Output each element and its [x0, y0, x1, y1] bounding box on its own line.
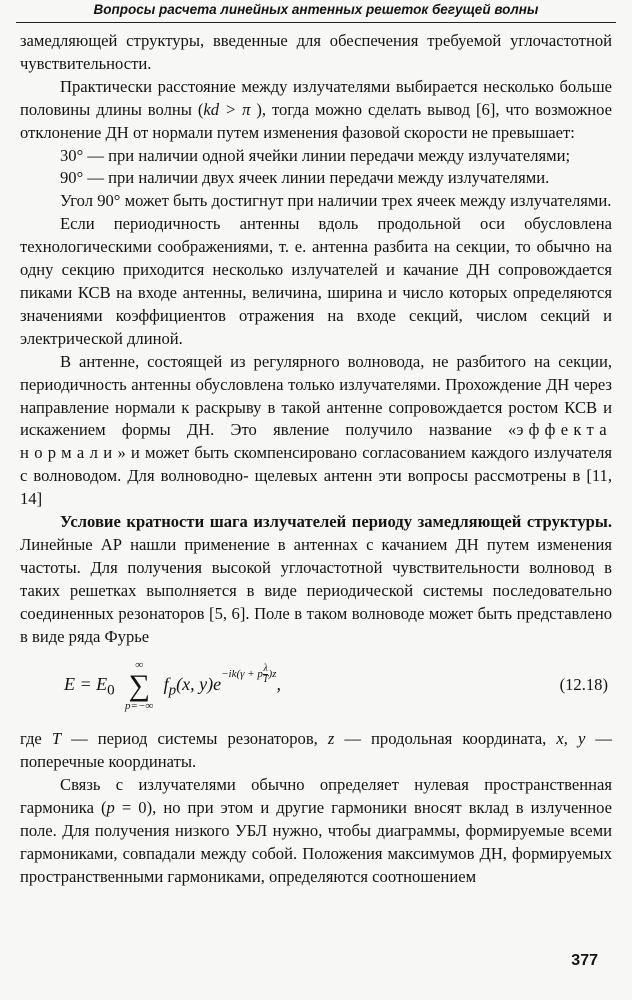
equation-formula: $E = E_0$ ∞ ∑ p=−∞ $f_p(x$, $y)e^{-ik(\gamma + p \frac{\lambda}{T} )z}$,: [64, 659, 281, 713]
section-heading: Условие кратности шага излучателей периоду замедляющей структуры.: [60, 512, 612, 532]
page-number: 377: [571, 952, 598, 969]
equation-12-18: [20, 650, 612, 724]
paragraph: Условие кратности шага излучателей периоду замедляющей структуры. Линейные АР нашли применение в антеннах с качанием ДН путем изменения частоты. Для получения высокой углочастотной чувствительности волновод в таких решетках выполняется в виде периодической системы последовательно соединенных резонаторов [5, 6]. Поле в таком волноводе может быть представлено в виде ряда Фурье: [20, 512, 612, 646]
body-text: [20, 30, 612, 889]
paragraph: В антенне, состоящей из регулярного волновода, не разбитого на секции, периодичность антенны обусловлена только излучателями. Прохождение ДН через направление нормали к раскрыву в такой антенне сопровождается ростом КСВ и искажением формы ДН. Это явление получило название «эффекта нормали» и может быть скомпенсировано согласованием каждого излучателя с волноводом. Для волноводно- щелевых антенн эти вопросы рассмотрены в [11, 14]: [20, 351, 612, 509]
paragraph: 90° — при наличии двух ячеек линии передачи между излучателями.: [60, 168, 550, 188]
paragraph: Угол 90° может быть достигнут при наличии трех ячеек между излучателями.: [60, 191, 612, 211]
paragraph: замедляющей структуры, введенные для обеспечения требуемой углочастотной чувствительности.: [20, 31, 612, 73]
paragraph: где T — период системы резонаторов, z — продольная координата, x, y — поперечные координаты.: [20, 729, 612, 772]
paragraph: Связь с излучателями обычно определяет нулевая пространственная гармоника (p = 0), но при этом и другие гармоники вносят вклад в излученное поле. Для получения низкого УБЛ нужно, чтобы диаграммы, формируемые всеми гармониками, совпадали между собой. Положения максимумов ДН, формируемых пространственными гармониками, определяются соотношением: [20, 775, 612, 886]
paragraph: 30° — при наличии одной ячейки линии передачи между излучателями;: [60, 145, 571, 165]
paragraph: Практически расстояние между излучателями выбирается несколько больше половины длины волны (kd > π ), тогда можно сделать вывод [6], что возможное отклонение ДН от нормали путем изменения фазовой скорости не превышает:: [20, 76, 612, 142]
fraction: $\frac{\lambda}{T}$: [262, 662, 269, 685]
sum-icon: ∞ ∑ p=−∞: [125, 659, 154, 713]
equation-number: (12.18): [559, 675, 608, 695]
paragraph: Если периодичность антенны вдоль продольной оси обусловлена технологическими соображениями, т. е. антенна разбита на секции, то обычно на одну секцию приходится несколько излучателей и качание ДН сопровождается пиками КСВ на входе антенны, величина, ширина и число которых определяются значениями коэффициентов отражения на входе секций, числом секций и электрической длиной.: [20, 214, 612, 348]
running-header: Вопросы расчета линейных антенных решеток бегущей волны: [16, 0, 616, 23]
inline-math: kd > π: [203, 99, 251, 119]
spaced-term: эффекта нормали: [20, 420, 612, 463]
exponent: −ik(γ + p λ T )z: [221, 662, 277, 685]
